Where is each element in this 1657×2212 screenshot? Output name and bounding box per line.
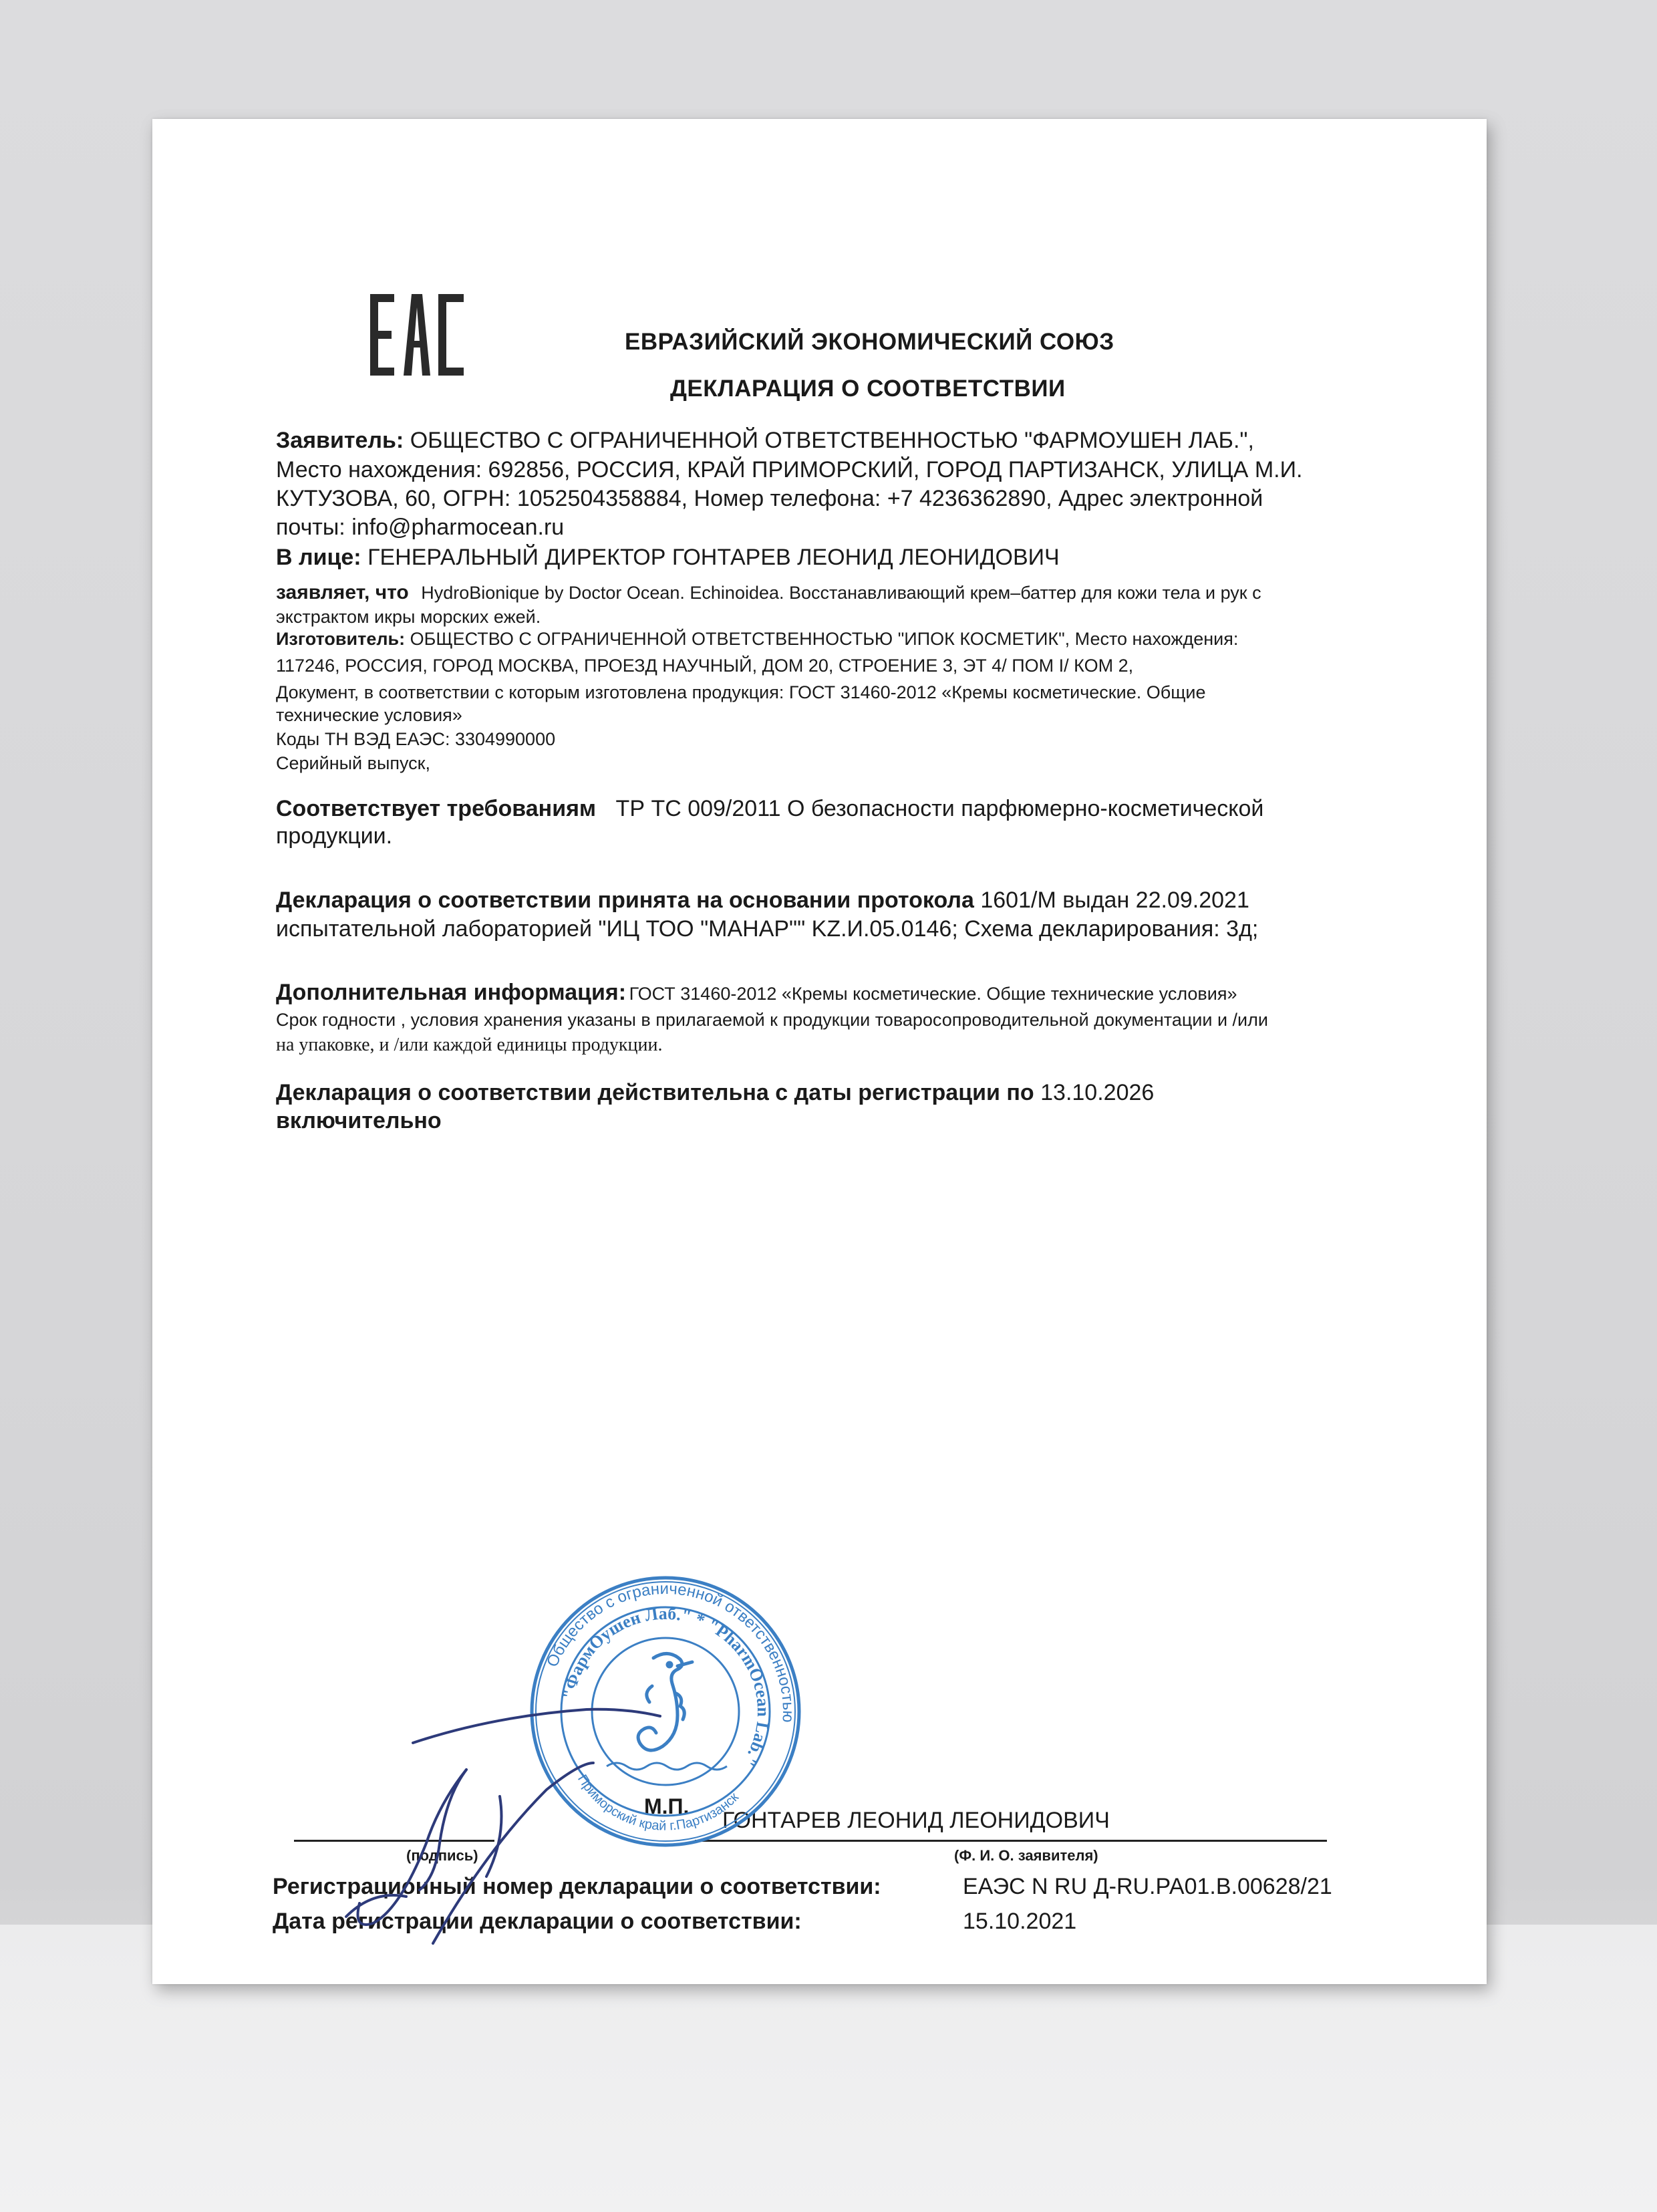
handwritten-signature — [333, 1689, 747, 1957]
registration-number-label: Регистрационный номер декларации о соответствии: — [273, 1874, 881, 1899]
registration-date-value: 15.10.2021 — [963, 1909, 1077, 1934]
declares-line-1 — [276, 581, 1261, 604]
validity-line-2: включительно — [276, 1108, 442, 1133]
conformity-line-2: продукции. — [276, 823, 393, 849]
additional-line-3: на упаковке, и /или каждой единицы продукции. — [276, 1034, 663, 1055]
applicant-address-line: Место нахождения: 692856, РОССИЯ, КРАЙ ПРИМОРСКИЙ, ГОРОД ПАРТИЗАНСК, УЛИЦА М.И. — [276, 457, 1303, 482]
conformity-value: ТР ТС 009/2011 О безопасности парфюмерно-косметической — [615, 796, 1264, 821]
stamp-bottom-text: Приморский край г.Партизанск — [575, 1772, 742, 1834]
declares-label: заявляет, что — [276, 581, 409, 603]
union-title: ЕВРАЗИЙСКИЙ ЭКОНОМИЧЕСКИЙ СОЮЗ — [625, 329, 1114, 355]
applicant-line-1 — [276, 428, 1254, 454]
manufacturer-document-line: Документ, в соответствии с которым изготовлена продукция: ГОСТ 31460-2012 «Кремы косметические. Общие — [276, 682, 1206, 702]
person-value: ГЕНЕРАЛЬНЫЙ ДИРЕКТОР ГОНТАРЕВ ЛЕОНИД ЛЕОНИДОВИЧ — [367, 545, 1060, 570]
document-title: ДЕКЛАРАЦИЯ О СООТВЕТСТВИИ — [670, 376, 1066, 402]
applicant-contacts-line: КУТУЗОВА, 60, ОГРН: 1052504358884, Номер телефона: +7 4236362890, Адрес электронной — [276, 486, 1263, 511]
registration-number-value: ЕАЭС N RU Д-RU.РА01.В.00628/21 — [963, 1874, 1332, 1899]
manufacturer-document-line-2: технические условия» — [276, 705, 462, 725]
manufacturer-address-line: 117246, РОССИЯ, ГОРОД МОСКВА, ПРОЕЗД НАУЧНЫЙ, ДОМ 20, СТРОЕНИЕ 3, ЭТ 4/ ПОМ I/ КОМ 2, — [276, 656, 1134, 676]
product-name: HydroBionique by Doctor Ocean. Echinoidea. Восстанавливающий крем–баттер для кожи тела и рук с — [421, 583, 1261, 603]
protocol-line-2: испытательной лабораторией "ИЦ ТОО "МАНАР"" KZ.И.05.0146; Схема декларирования: 3д; — [276, 916, 1259, 942]
protocol-label: Декларация о соответствии принята на основании протокола — [276, 887, 974, 913]
validity-label: Декларация о соответствии действительна с даты регистрации по — [276, 1080, 1034, 1105]
applicant-label: Заявитель: — [276, 428, 404, 453]
eac-logo-icon — [370, 294, 464, 376]
additional-line-2: Срок годности , условия хранения указаны в прилагаемой к продукции товаросопроводительной документации и /или — [276, 1010, 1268, 1030]
declaration-sheet — [152, 119, 1487, 1984]
additional-standard: ГОСТ 31460-2012 «Кремы косметические. Общие технические условия» — [629, 984, 1237, 1004]
seal-place-label: М.П. — [644, 1794, 690, 1818]
manufacturer-name: ОБЩЕСТВО С ОГРАНИЧЕННОЙ ОТВЕТСТВЕННОСТЬЮ "ИПОК КОСМЕТИК", Место нахождения: — [410, 629, 1239, 649]
protocol-value: 1601/М выдан 22.09.2021 — [980, 887, 1249, 913]
additional-line-1 — [276, 980, 1237, 1006]
person-label: В лице: — [276, 545, 361, 570]
signer-name: ГОНТАРЕВ ЛЕОНИД ЛЕОНИДОВИЧ — [722, 1808, 1110, 1833]
validity-line-1 — [276, 1080, 1154, 1106]
person-line — [276, 545, 1060, 571]
hs-codes-line: Коды ТН ВЭД ЕАЭС: 3304990000 — [276, 729, 556, 749]
serial-release-line: Серийный выпуск, — [276, 753, 430, 773]
applicant-email-line: почты: info@pharmocean.ru — [276, 515, 565, 540]
protocol-line-1 — [276, 887, 1249, 914]
stamp-inner-text: "ФармОушен Лаб." * "PharmOcean Lab." — [559, 1603, 774, 1770]
declares-line-2: экстрактом икры морских ежей. — [276, 607, 541, 627]
stamp-outer-text: Общество с ограниченной ответственностью — [543, 1579, 798, 1723]
conformity-label: Соответствует требованиям — [276, 796, 597, 821]
additional-label: Дополнительная информация: — [276, 980, 627, 1005]
manufacturer-label: Изготовитель: — [276, 629, 406, 649]
name-caption: (Ф. И. О. заявителя) — [954, 1847, 1098, 1864]
manufacturer-line-1 — [276, 629, 1238, 650]
validity-date: 13.10.2026 — [1040, 1080, 1155, 1105]
registration-date-label: Дата регистрации декларации о соответствии: — [273, 1909, 802, 1934]
conformity-line-1 — [276, 796, 1263, 822]
applicant-name: ОБЩЕСТВО С ОГРАНИЧЕННОЙ ОТВЕТСТВЕННОСТЬЮ "ФАРМОУШЕН ЛАБ.", — [410, 428, 1254, 453]
signature-caption: (подпись) — [406, 1847, 478, 1864]
